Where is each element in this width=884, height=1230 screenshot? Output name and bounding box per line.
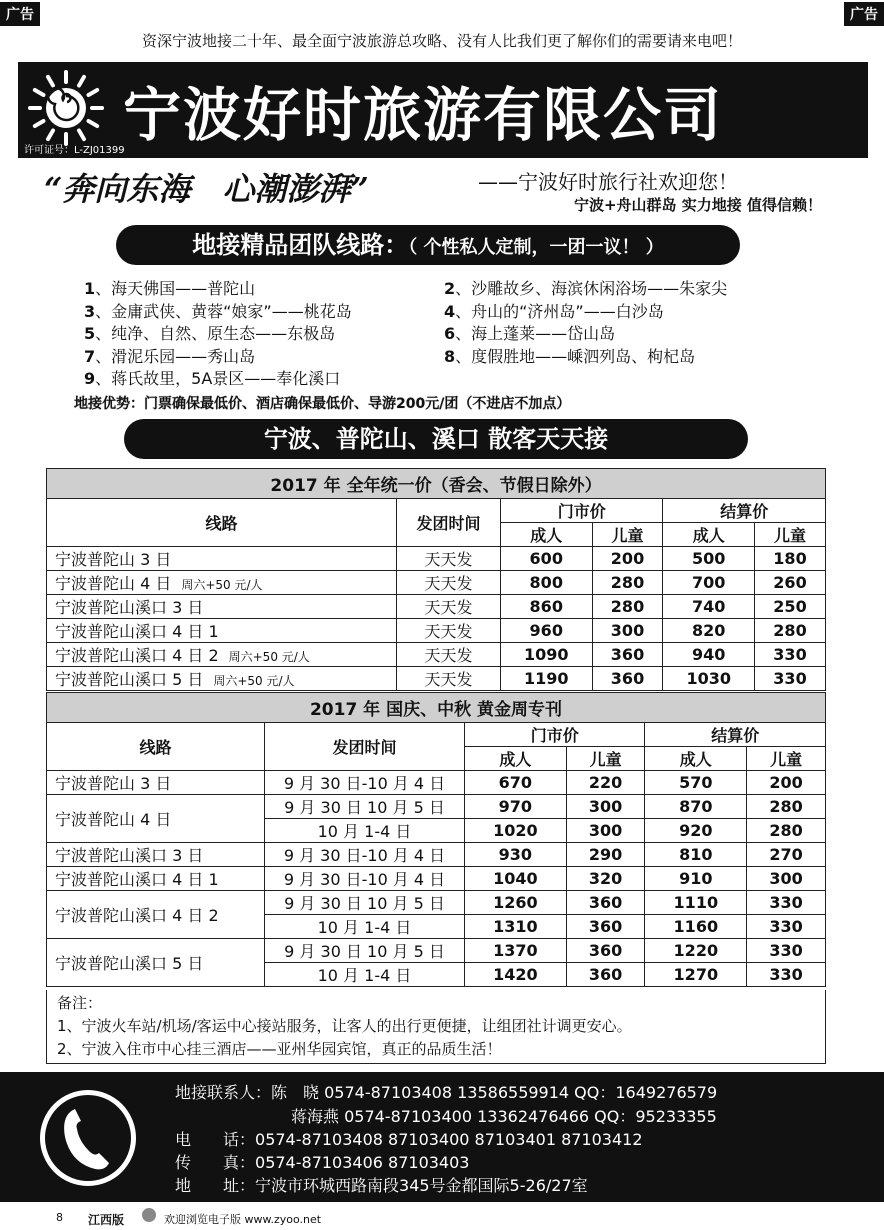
route-item — [84, 344, 255, 367]
price-cell: 360 — [566, 915, 645, 939]
route-item — [444, 321, 615, 344]
price-cell: 1220 — [645, 939, 747, 963]
site-link[interactable]: 欢迎浏览电子版 www.zyoo.net — [164, 1213, 322, 1226]
departure-cell: 9 月 30 日-10 月 4 日 — [265, 843, 465, 867]
price-cell: 330 — [747, 939, 826, 963]
route-item — [444, 299, 664, 322]
price-cell: 330 — [747, 915, 826, 939]
price-cell: 330 — [755, 643, 826, 667]
departure-cell: 10 月 1-4 日 — [265, 963, 465, 987]
price-cell: 200 — [592, 547, 663, 571]
surcharge-note: 周六+50 元/人 — [213, 674, 295, 688]
surcharge-note: 周六+50 元/人 — [181, 578, 263, 592]
price-cell: 360 — [566, 891, 645, 915]
price-cell: 360 — [592, 643, 663, 667]
fax-numbers: 0574-87103406 87103403 — [255, 1153, 470, 1172]
price-cell: 1420 — [465, 963, 567, 987]
price-cell: 280 — [747, 819, 826, 843]
address-label: 地 址： — [175, 1176, 256, 1195]
price-cell: 290 — [566, 843, 645, 867]
route-text: 、沙雕故乡、海滨休闲浴场——朱家尖 — [455, 279, 728, 298]
price-cell: 970 — [465, 795, 567, 819]
price-cell: 1030 — [663, 667, 755, 691]
price-cell: 360 — [592, 667, 663, 691]
table2-header-settle: 结算价 — [645, 723, 826, 747]
table1-header-time: 发团时间 — [397, 499, 501, 547]
section1-title: 地接精品团队线路： — [192, 231, 409, 259]
price-cell: 1040 — [465, 867, 567, 891]
contact-footer — [0, 1072, 884, 1202]
route-text: 、舟山的“济州岛”——白沙岛 — [455, 301, 664, 321]
price-cell: 1260 — [465, 891, 567, 915]
route-cell: 宁波普陀山溪口 5 日 — [47, 939, 265, 987]
note-item: 2、宁波入住市中心挂三酒店——亚州华园宾馆，真正的品质生活！ — [57, 1040, 502, 1058]
route-number: 5 — [84, 324, 96, 343]
welcome-text: ——宁波好时旅行社欢迎您！ — [478, 170, 738, 194]
subtitle: 宁波+舟山群岛 实力地接 值得信赖！ — [573, 196, 822, 214]
departure-cell: 天天发 — [397, 595, 501, 619]
price-cell: 1370 — [465, 939, 567, 963]
ad-tag-left: 广告 — [0, 2, 40, 26]
route-text: 、金庸武侠、黄蓉“娘家”——桃花岛 — [95, 301, 352, 321]
route-item — [444, 276, 727, 299]
brand-badge-icon — [142, 1208, 156, 1222]
page-number: 8 — [56, 1211, 63, 1224]
table2-header-adult: 成人 — [465, 747, 567, 771]
table1-title: 2017 年 全年统一价（香会、节假日除外） — [47, 469, 826, 499]
table2-header-child: 儿童 — [747, 747, 826, 771]
contact-label: 地接联系人： — [175, 1083, 272, 1102]
contact-person-1: 陈 晓 0574-87103408 13586559914 QQ：1649276579 — [271, 1083, 718, 1102]
route-number: 6 — [444, 324, 456, 343]
route-name: 宁波普陀山 4 日 — [55, 574, 172, 593]
table-row — [47, 939, 826, 963]
route-cell: 宁波普陀山 4 日 — [47, 795, 265, 843]
route-item — [84, 366, 340, 389]
price-cell: 860 — [501, 595, 593, 619]
table2-header-route: 线路 — [47, 723, 265, 771]
route-number: 9 — [84, 369, 96, 388]
table1-header-route: 线路 — [47, 499, 397, 547]
license-number: 许可证号：L-ZJ01399 — [24, 145, 125, 156]
table1-header-child: 儿童 — [755, 523, 826, 547]
table-row — [47, 595, 826, 619]
notes-title: 备注： — [57, 994, 103, 1012]
contact-person-2: 蒋海燕 0574-87103400 13362476466 QQ：95233355 — [291, 1107, 717, 1126]
price-cell: 800 — [501, 571, 593, 595]
route-name: 宁波普陀山 3 日 — [55, 550, 172, 569]
route-item — [444, 344, 695, 367]
price-cell: 330 — [747, 963, 826, 987]
departure-cell: 9 月 30 日 10 月 5 日 — [265, 891, 465, 915]
tel-label: 电 话： — [175, 1130, 256, 1149]
departure-cell: 天天发 — [397, 667, 501, 691]
price-cell: 1190 — [501, 667, 593, 691]
price-cell: 280 — [755, 619, 826, 643]
departure-cell: 9 月 30 日-10 月 4 日 — [265, 771, 465, 795]
table1-header-adult: 成人 — [663, 523, 755, 547]
route-number: 1 — [84, 279, 96, 298]
price-cell: 1270 — [645, 963, 747, 987]
price-cell: 810 — [645, 843, 747, 867]
route-cell: 宁波普陀山溪口 4 日 1 — [47, 867, 265, 891]
price-cell: 300 — [566, 795, 645, 819]
route-item — [84, 276, 255, 299]
table1-header-settle: 结算价 — [663, 499, 826, 523]
table1-header-market: 门市价 — [501, 499, 663, 523]
route-number: 8 — [444, 346, 456, 366]
company-name: 宁波好时旅游有限公司 — [123, 81, 724, 149]
route-name: 宁波普陀山溪口 3 日 — [55, 598, 204, 617]
address: 宁波市环城西路南段345号金都国际5-26/27室 — [255, 1176, 588, 1195]
table2-header-time: 发团时间 — [265, 723, 465, 771]
price-cell: 180 — [755, 547, 826, 571]
price-cell: 330 — [747, 891, 826, 915]
route-text: 、纯净、自然、原生态——东极岛 — [95, 324, 336, 343]
note-item: 1、宁波火车站/机场/客运中心接站服务，让客人的出行更便捷，让组团社计调更安心。 — [57, 1017, 632, 1035]
route-text: 、滑泥乐园——秀山岛 — [95, 346, 256, 366]
price-cell: 960 — [501, 619, 593, 643]
phone-icon — [40, 1090, 136, 1186]
departure-cell: 9 月 30 日-10 月 4 日 — [265, 867, 465, 891]
departure-cell: 10 月 1-4 日 — [265, 819, 465, 843]
ad-tag-right: 广告 — [844, 2, 884, 26]
price-cell: 570 — [645, 771, 747, 795]
price-cell: 700 — [663, 571, 755, 595]
price-cell: 200 — [747, 771, 826, 795]
route-cell — [47, 643, 397, 667]
table-row — [47, 643, 826, 667]
departure-cell: 9 月 30 日 10 月 5 日 — [265, 939, 465, 963]
price-cell: 1310 — [465, 915, 567, 939]
slogan: 资深宁波地接二十年、最全面宁波旅游总攻略、没有人比我们更了解你们的需要请来电吧！ — [141, 32, 742, 50]
route-text: 、度假胜地——嵊泗列岛、枸杞岛 — [455, 346, 696, 366]
price-cell: 920 — [645, 819, 747, 843]
price-cell: 600 — [501, 547, 593, 571]
price-table-annual — [46, 468, 826, 691]
departure-cell: 天天发 — [397, 619, 501, 643]
route-cell: 宁波普陀山溪口 3 日 — [47, 843, 265, 867]
price-cell: 870 — [645, 795, 747, 819]
price-cell: 280 — [592, 595, 663, 619]
table1-header-adult: 成人 — [501, 523, 593, 547]
route-name: 宁波普陀山溪口 5 日 — [55, 670, 204, 689]
route-item — [84, 299, 352, 322]
price-cell: 910 — [645, 867, 747, 891]
price-cell: 1020 — [465, 819, 567, 843]
route-text: 、海天佛国——普陀山 — [95, 279, 256, 298]
route-name: 宁波普陀山溪口 4 日 2 — [55, 646, 219, 665]
price-cell: 1110 — [645, 891, 747, 915]
price-cell: 820 — [663, 619, 755, 643]
price-cell: 250 — [755, 595, 826, 619]
price-table-golden-week — [46, 692, 826, 987]
route-cell — [47, 571, 397, 595]
route-cell — [47, 667, 397, 691]
section2-heading: 宁波、普陀山、溪口 散客天天接 — [124, 419, 748, 459]
departure-cell: 天天发 — [397, 547, 501, 571]
route-number: 2 — [444, 279, 456, 298]
table-row — [47, 795, 826, 819]
route-cell — [47, 619, 397, 643]
price-cell: 500 — [663, 547, 755, 571]
departure-cell: 天天发 — [397, 571, 501, 595]
table-row — [47, 867, 826, 891]
table-row — [47, 771, 826, 795]
section1-heading — [116, 225, 740, 265]
edition-label: 江西版 — [88, 1213, 125, 1227]
bottom-bar — [0, 1206, 884, 1230]
price-cell: 300 — [592, 619, 663, 643]
price-cell: 1160 — [645, 915, 747, 939]
route-text: 、海上蓬莱——岱山岛 — [455, 324, 616, 343]
price-cell: 300 — [747, 867, 826, 891]
table2-header-adult: 成人 — [645, 747, 747, 771]
price-cell: 930 — [465, 843, 567, 867]
table2-header-child: 儿童 — [566, 747, 645, 771]
departure-cell: 9 月 30 日 10 月 5 日 — [265, 795, 465, 819]
price-cell: 260 — [755, 571, 826, 595]
price-cell: 280 — [592, 571, 663, 595]
calligraphy-slogan: “奔向东海 心潮澎湃” — [44, 170, 369, 208]
price-cell: 1090 — [501, 643, 593, 667]
route-number: 3 — [84, 301, 96, 321]
table1-header-child: 儿童 — [592, 523, 663, 547]
fax-label: 传 真： — [175, 1153, 256, 1172]
route-cell — [47, 547, 397, 571]
route-name: 宁波普陀山溪口 4 日 1 — [55, 622, 219, 641]
price-cell: 940 — [663, 643, 755, 667]
table-row — [47, 891, 826, 915]
price-cell: 670 — [465, 771, 567, 795]
route-number: 4 — [444, 301, 456, 321]
price-cell: 270 — [747, 843, 826, 867]
price-cell: 740 — [663, 595, 755, 619]
sun-logo-icon — [26, 68, 106, 148]
section1-subtitle: （ 个性私人定制，一团一议！ ） — [408, 237, 664, 258]
price-cell: 320 — [566, 867, 645, 891]
price-cell: 330 — [755, 667, 826, 691]
table-row — [47, 619, 826, 643]
tel-numbers: 0574-87103408 87103400 87103401 87103412 — [255, 1130, 643, 1149]
price-cell: 220 — [566, 771, 645, 795]
table-row — [47, 571, 826, 595]
price-cell: 360 — [566, 963, 645, 987]
route-number: 7 — [84, 346, 96, 366]
departure-cell: 天天发 — [397, 643, 501, 667]
advantage-text: 地接优势：门票确保最低价、酒店确保最低价、导游200元/团（不进店不加点） — [74, 396, 571, 412]
table-row — [47, 667, 826, 691]
notes-box — [46, 990, 826, 1064]
company-banner — [18, 62, 868, 158]
route-cell: 宁波普陀山 3 日 — [47, 771, 265, 795]
table-row — [47, 547, 826, 571]
departure-cell: 10 月 1-4 日 — [265, 915, 465, 939]
price-cell: 360 — [566, 939, 645, 963]
route-cell — [47, 595, 397, 619]
table-row — [47, 843, 826, 867]
route-text: 、蒋氏故里，5A景区——奉化溪口 — [95, 369, 341, 388]
price-cell: 280 — [747, 795, 826, 819]
table2-title: 2017 年 国庆、中秋 黄金周专刊 — [47, 693, 826, 723]
route-cell: 宁波普陀山溪口 4 日 2 — [47, 891, 265, 939]
route-item — [84, 321, 335, 344]
surcharge-note: 周六+50 元/人 — [228, 650, 310, 664]
price-cell: 300 — [566, 819, 645, 843]
table2-header-market: 门市价 — [465, 723, 645, 747]
